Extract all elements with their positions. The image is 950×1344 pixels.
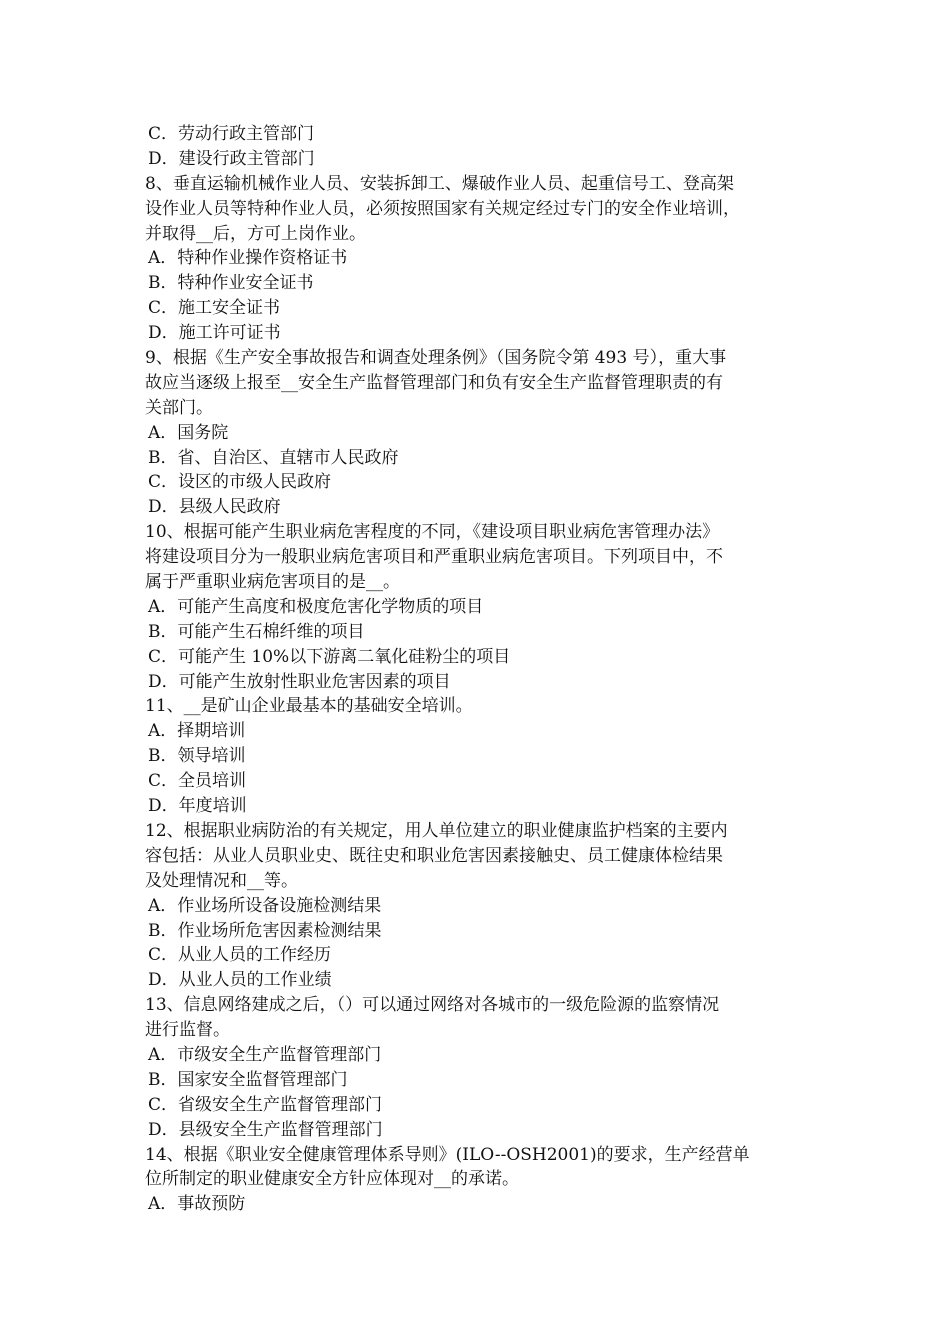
question-text-line: 将建设项目分为一般职业病危害项目和严重职业病危害项目。下列项目中，不 [145, 547, 723, 568]
question-text-line: 8、垂直运输机械作业人员、安装拆卸工、爆破作业人员、起重信号工、登高架 [145, 173, 734, 194]
answer-option-line: B．国家安全监督管理部门 [148, 1069, 348, 1090]
question-text-line: 13、信息网络建成之后，（）可以通过网络对各城市的一级危险源的监察情况 [145, 995, 720, 1016]
question-text-line: 位所制定的职业健康安全方针应体现对__的承诺。 [145, 1169, 519, 1190]
answer-option-line: A．择期培训 [148, 721, 246, 742]
answer-option-line: D．从业人员的工作业绩 [148, 970, 332, 991]
answer-option-line: B．领导培训 [148, 746, 246, 767]
answer-option-line: C．劳动行政主管部门 [148, 124, 315, 144]
question-text-line: 关部门。 [145, 397, 213, 418]
answer-option-line: A．可能产生高度和极度危害化学物质的项目 [148, 596, 484, 617]
answer-option-line: D．建设行政主管部门 [148, 148, 315, 169]
question-text-line: 10、根据可能产生职业病危害程度的不同，《建设项目职业病危害管理办法》 [145, 522, 720, 543]
answer-option-line: D．年度培训 [148, 796, 247, 817]
answer-option-line: B．省、自治区、直辖市人民政府 [148, 447, 399, 468]
answer-option-line: C．施工安全证书 [148, 298, 281, 319]
answer-option-line: A．国务院 [148, 422, 229, 443]
answer-option-line: C．省级安全生产监督管理部门 [148, 1094, 383, 1115]
answer-option-line: A．事故预防 [148, 1194, 246, 1215]
answer-option-line: A．特种作业操作资格证书 [148, 248, 348, 269]
answer-option-line: C．从业人员的工作经历 [148, 945, 332, 966]
question-text-line: 属于严重职业病危害项目的是__。 [145, 572, 400, 593]
answer-option-line: D．县级人民政府 [148, 497, 281, 518]
question-text-line: 14、根据《职业安全健康管理体系导则》(ILO--OSH2001)的要求，生产经营单 [145, 1144, 750, 1165]
document-page [145, 122, 817, 1217]
question-text-line: 进行监督。 [145, 1020, 230, 1041]
answer-option-line: A．作业场所设备设施检测结果 [148, 895, 382, 916]
answer-option-line: C．可能产生 10%以下游离二氧化硅粉尘的项目 [148, 646, 511, 667]
answer-option-line: B．作业场所危害因素检测结果 [148, 920, 382, 941]
question-text-line: 9、根据《生产安全事故报告和调查处理条例》（国务院令第 493 号），重大事 [145, 348, 727, 369]
answer-option-line: D．施工许可证书 [148, 323, 281, 344]
question-text-line: 及处理情况和__等。 [145, 870, 298, 891]
answer-option-line: D．县级安全生产监督管理部门 [148, 1119, 383, 1140]
answer-option-line: D．可能产生放射性职业危害因素的项目 [148, 671, 451, 692]
question-text-line: 设作业人员等特种作业人员，必须按照国家有关规定经过专门的安全作业培训， [145, 198, 740, 219]
answer-option-line: C．全员培训 [148, 771, 247, 792]
question-text-line: 并取得__后，方可上岗作业。 [145, 223, 366, 244]
question-text-line: 12、根据职业病防治的有关规定，用人单位建立的职业健康监护档案的主要内 [145, 820, 728, 841]
answer-option-line: B．可能产生石棉纤维的项目 [148, 621, 365, 642]
answer-option-line: C．设区的市级人民政府 [148, 472, 332, 493]
answer-option-line: A．市级安全生产监督管理部门 [148, 1044, 382, 1065]
question-text-line: 容包括：从业人员职业史、既往史和职业危害因素接触史、员工健康体检结果 [145, 845, 723, 866]
answer-option-line: B．特种作业安全证书 [148, 273, 314, 294]
question-text-line: 11、__是矿山企业最基本的基础安全培训。 [145, 696, 473, 717]
question-text-line: 故应当逐级上报至__安全生产监督管理部门和负有安全生产监督管理职责的有 [145, 372, 723, 393]
